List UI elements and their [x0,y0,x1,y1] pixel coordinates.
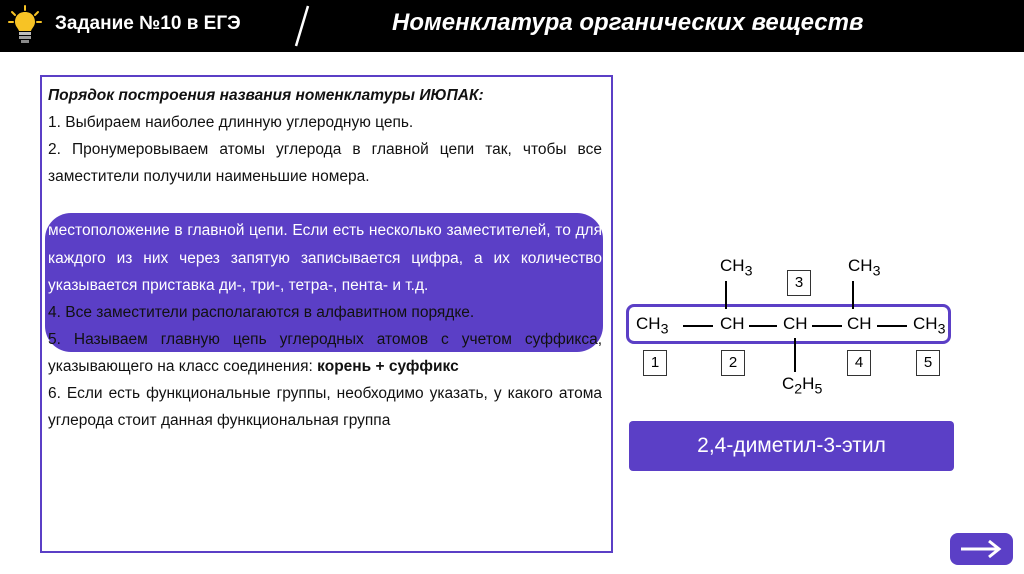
result-name: 2,4-диметил-3-этил [629,421,954,471]
carbon-number-1: 1 [643,350,667,376]
rule-item-highlighted: 3. Называем все заместители, указав впереди цифры, обозначающие их местоположение в главной цепи. Если есть несколько заместителей, то для каждого из них через запятую записывается цифра, а их количество указывается приставка ди-, три-, тетра-, пента- и т.д. [48,195,602,294]
bond-c4-c5 [877,325,907,327]
next-slide-button[interactable] [950,533,1013,565]
bond-c3-c2h5 [794,338,796,372]
rules-text [48,82,602,434]
header-bar [0,0,1024,52]
chain-carbon-2: CH [720,314,745,333]
bond-c1-c2 [683,325,713,327]
substituent-ch3-c2: $CH_3$ [720,256,753,280]
bond-c2-ch3 [725,281,727,309]
carbon-number-5: 5 [916,350,940,376]
topic-title: Номенклатура органических веществ [392,9,864,36]
chain-carbon-3: CH [783,314,808,333]
rule-item: 2. Пронумеровываем атомы углерода в главной цепи так, чтобы все заместители получили наименьшие номера. [48,141,602,186]
substituent-c2h5-c3: $C_2H_5$ [782,374,823,398]
rules-intro: Порядок построения названия номенклатуры ИЮПАК: [48,87,484,104]
carbon-number-3: 3 [787,270,811,296]
rule-item: 6. Если есть функциональные группы, необходимо указать, у какого атома углерода стоит данная функциональная группа [48,385,602,430]
chain-carbon-5: $CH_3$ [913,314,946,338]
bond-c4-ch3 [852,281,854,309]
chain-carbon-1: $CH_3$ [636,314,669,338]
rule-item: 1. Выбираем наиболее длинную углеродную цепь. [48,114,414,132]
bond-c2-c3 [749,325,777,327]
rule-5-text: 5. Называем главную цепь углеродных атомов с учетом суффикса, указывающего на класс соединения: [48,330,602,375]
rule-item [48,326,602,380]
carbon-number-2: 2 [721,350,745,376]
substituent-ch3-c4: $CH_3$ [848,256,881,280]
rule-item: 4. Все заместители располагаются в алфавитном порядке. [48,303,475,321]
arrow-right-icon [958,539,1004,559]
lightbulb-icon [8,5,42,45]
task-title: Задание №10 в ЕГЭ [55,13,241,34]
carbon-number-4: 4 [847,350,871,376]
rule-5-bold: корень + суффикс [317,357,459,375]
header-divider [293,4,311,48]
chain-carbon-4: CH [847,314,872,333]
bond-c3-c4 [812,325,842,327]
